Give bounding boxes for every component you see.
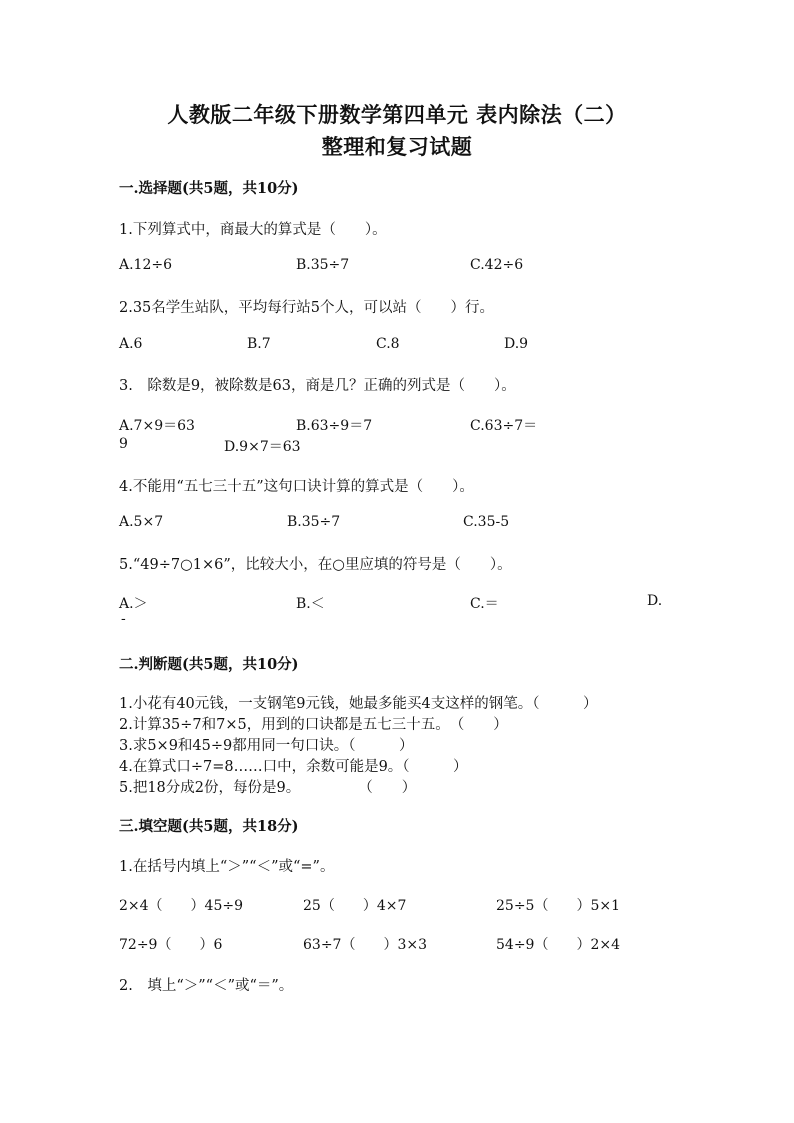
q3-option-d: D.9×7＝63 [224,439,301,455]
fill-item: 25÷5（ ）5×1 [496,898,620,914]
q2-option-a: A.6 [119,336,143,352]
q3-option-b: B.63÷9＝7 [296,418,373,434]
judgment-item-2: 2.计算35÷7和7×5，用到的口诀都是五七三十五。 （ ） [119,717,508,733]
q2-option-d: D.9 [504,336,529,352]
q2-option-c: C.8 [376,336,400,352]
q4-option-c: C.35-5 [463,514,510,530]
fill-item: 54÷9（ ）2×4 [496,937,620,953]
question-2: 2.35名学生站队，平均每行站5个人，可以站（ ）行。 [119,300,495,316]
question-3: 3. 除数是9，被除数是63，商是几？正确的列式是（ ）。 [119,378,516,394]
q4-option-b: B.35÷7 [287,514,341,530]
question-1: 1.下列算式中，商最大的算式是（ ）。 [119,222,387,238]
fill-item: 72÷9（ ）6 [119,937,223,953]
q1-option-c: C.42÷6 [470,257,524,273]
q1-option-a: A.12÷6 [119,257,173,273]
question-4: 4.不能用“五七三十五”这句口诀计算的算式是（ ）。 [119,479,474,495]
question-5: 5.“49÷7○1×6”，比较大小，在○里应填的符号是（ ）。 [119,557,512,573]
section-heading-fill: 三.填空题(共5题，共18分) [119,818,299,835]
q4-option-a: A.5×7 [119,514,164,530]
section-heading-judgment: 二.判断题(共5题，共10分) [119,656,299,673]
fill-question-1: 1.在括号内填上“＞”“＜”或“=”。 [119,859,335,875]
page-title-line2: 整理和复习试题 [321,134,473,159]
judgment-item-5: 5.把18分成2份，每份是9。 （ ） [119,780,417,796]
fill-question-2: 2. 填上“＞”“＜”或“＝”。 [119,978,294,994]
q1-option-b: B.35÷7 [296,257,350,273]
q5-option-b: B.＜ [296,596,325,612]
q3-option-c-continuation: 9 [119,436,128,452]
q5-option-c: C.＝ [470,596,499,612]
fill-item: 2×4（ ）45÷9 [119,898,243,914]
fill-item: 63÷7（ ）3×3 [303,937,427,953]
judgment-item-4: 4.在算式口÷7=8……口中，余数可能是9。（ ） [119,759,468,775]
fill-item: 25（ ）4×7 [303,898,407,914]
q5-option-d: D. [647,593,663,609]
q3-option-a: A.7×9＝63 [119,418,195,434]
judgment-item-3: 3.求5×9和45÷9都用同一句口诀。（ ） [119,738,414,754]
q2-option-b: B.7 [247,336,271,352]
q5-option-a: A.＞ [119,596,148,612]
judgment-item-1: 1.小花有40元钱，一支钢笔9元钱，她最多能买4支这样的钢笔。（ ） [119,696,598,712]
section-heading-choice: 一.选择题(共5题，共10分) [119,180,299,197]
q5-option-d-continuation: - [121,611,126,627]
page-title-line1: 人教版二年级下册数学第四单元 表内除法（二） [167,102,627,127]
q3-option-c: C.63÷7＝ [470,418,538,434]
